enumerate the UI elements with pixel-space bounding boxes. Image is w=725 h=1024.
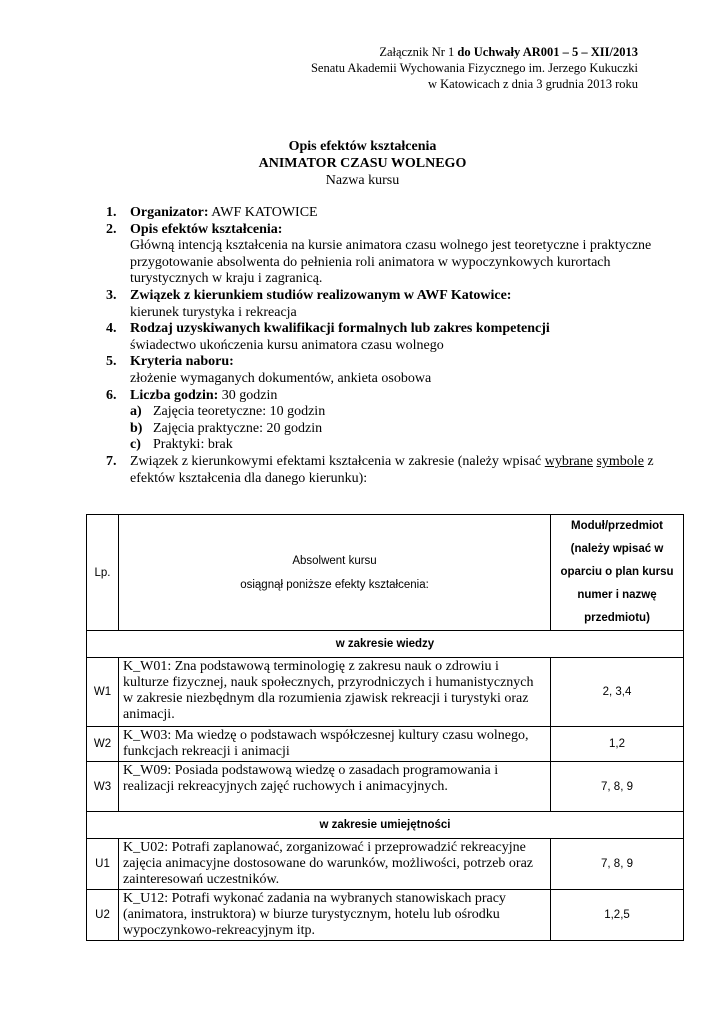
- row-id: W2: [87, 727, 119, 762]
- header-module: Moduł/przedmiot (należy wpisać w oparciu o plan kursu numer i nazwę przedmiotu): [551, 515, 684, 631]
- list-item-learning-outcomes: 7. Związek z kierunkowymi efektami kształcenia w zakresie (należy wpisać wybrane symbole z efektów kształcenia dla danego kierunku):: [106, 453, 654, 486]
- header-line-3: w Katowicach z dnia 3 grudnia 2013 roku: [427, 77, 638, 91]
- row-module: 1,2: [551, 727, 684, 762]
- list-item-organizer: 1. Organizator: AWF KATOWICE: [106, 205, 318, 220]
- header-line-2: Senatu Akademii Wychowania Fizycznego im. Jerzego Kukuczki: [310, 61, 638, 75]
- row-module: 1,2,5: [551, 890, 684, 941]
- title-line-2: ANIMATOR CZASU WOLNEGO: [258, 156, 467, 171]
- row-module: 7, 8, 9: [551, 839, 684, 890]
- row-module: 2, 3,4: [551, 658, 684, 727]
- list-item-description: 2. Opis efektów kształcenia: Główną intencją kształcenia na kursie animatora czasu wolnego jest teoretyczne i praktyczne przygotowanie absolwenta do pełnienia roli animatora w wypoczynkowych kurortach turystycznych w kraju i zagranicą.: [106, 221, 652, 287]
- section-row-knowledge: w zakresie wiedzy: [87, 631, 684, 658]
- header-line-1: Załącznik Nr 1 do Uchwały AR001 – 5 – XII/2013: [379, 45, 638, 59]
- table-header-row: [87, 515, 684, 631]
- row-id: W3: [87, 762, 119, 812]
- sub-item-c: c) Praktyki: brak: [130, 437, 233, 453]
- row-id: U1: [87, 839, 119, 890]
- header-lp: Lp.: [87, 515, 119, 631]
- learning-outcomes-table: [86, 514, 684, 941]
- row-id: U2: [87, 890, 119, 941]
- table-row: [87, 762, 684, 812]
- row-module: 7, 8, 9: [551, 762, 684, 812]
- numbered-list: [106, 205, 666, 487]
- table-row: [87, 658, 684, 727]
- document-header: [311, 44, 638, 92]
- list-item-field-of-study: 3. Związek z kierunkiem studiów realizowanym w AWF Katowice: kierunek turystyka i rekreacja: [106, 287, 512, 320]
- sub-item-a: a) Zajęcia teoretyczne: 10 godzin: [130, 404, 326, 420]
- row-description: K_W01: Zna podstawową terminologię z zakresu nauk o zdrowiu i kulturze fizycznej, nauk społecznych, przyrodniczych i humanistycznych w zakresie niezbędnym dla rozumienia zjawisk rekreacji i turystyki oraz animacji.: [119, 658, 551, 727]
- row-description: K_U02: Potrafi zaplanować, zorganizować i przeprowadzić rekreacyjne zajęcia animacyjne dostosowane do warunków, możliwości, potrzeb oraz zainteresowań uczestników.: [119, 839, 551, 890]
- header-graduate: Absolwent kursu osiągnął poniższe efekty kształcenia:: [119, 515, 551, 631]
- list-item-admission: 5. Kryteria naboru: złożenie wymaganych dokumentów, ankieta osobowa: [106, 354, 432, 386]
- table-row: [87, 890, 684, 941]
- section-row-skills: w zakresie umiejętności: [87, 812, 684, 839]
- row-description: K_U12: Potrafi wykonać zadania na wybranych stanowiskach pracy (animatora, instruktora) w biurze turystycznym, hotelu lub ośrodku wypoczynkowo-rekreacyjnym itp.: [119, 890, 551, 941]
- row-description: K_W03: Ma wiedzę o podstawach współczesnej kultury czasu wolnego, funkcjach rekreacji i animacji: [119, 727, 551, 762]
- sub-item-b: b) Zajęcia praktyczne: 20 godzin: [130, 420, 323, 436]
- row-description: K_W09: Posiada podstawową wiedzę o zasadach programowania i realizacji rekreacyjnych zajęć ruchowych i animacyjnych.: [119, 762, 551, 812]
- table-row: [87, 839, 684, 890]
- title-line-3: Nazwa kursu: [325, 173, 400, 188]
- document-title: [0, 138, 725, 189]
- list-item-hours: 6. Liczba godzin: 30 godzin: [106, 387, 278, 403]
- list-item-qualifications: 4. Rodzaj uzyskiwanych kwalifikacji formalnych lub zakres kompetencji świadectwo ukończenia kursu animatora czasu wolnego: [106, 321, 550, 353]
- table-row: [87, 727, 684, 762]
- title-line-1: Opis efektów kształcenia: [288, 139, 437, 154]
- row-id: W1: [87, 658, 119, 727]
